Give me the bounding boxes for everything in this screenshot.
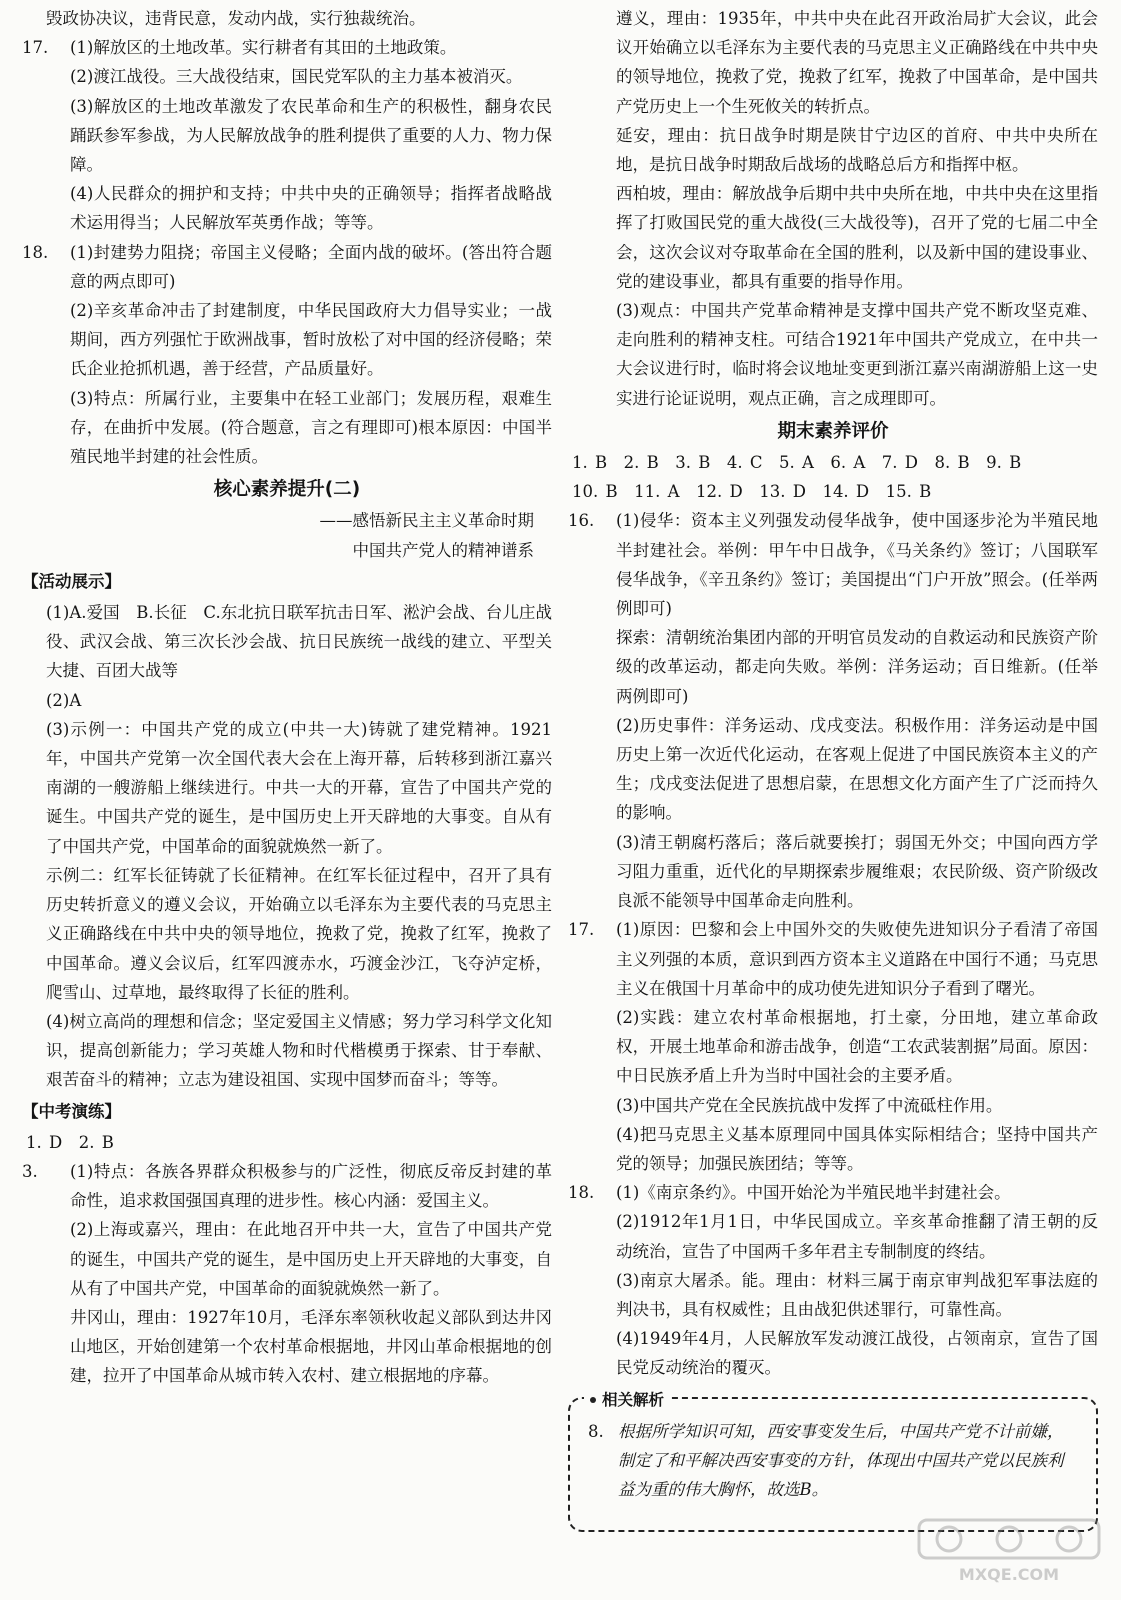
question-16 [568,506,1098,915]
watermark-logo [909,1516,1109,1586]
analysis-label-text: 相关解析 [602,1390,665,1409]
answer-line: (3)观点：中国共产党革命精神是支撑中国共产党不断攻坚克难、走向胜利的精神支柱。可结合1921年中国共产党成立，在中共一大会议进行时，临时将会议地址变更到浙江嘉兴南湖游船上这一史实进行论证说明，观点正确，言之成理即可。 [616,301,1098,408]
answer-line: (1)封建势力阻挠；帝国主义侵略；全面内战的破坏。(答出符合题意的两点即可) [70,242,552,291]
analysis-label [584,1386,670,1415]
question-number: 17. [568,920,595,940]
question-number: 18. [22,242,49,262]
answer-line: (3)中国共产党在全民族抗战中发挥了中流砥柱作用。 [616,1095,1003,1115]
answer-line: (3)南京大屠杀。能。理由：材料三属于南京审判战犯军事法庭的判决书，具有权威性；且由战犯供述罪行，可靠性高。 [616,1270,1098,1319]
answer-line: (1)侵华：资本主义列强发动侵华战争，使中国逐步沦为半殖民地半封建社会。举例：甲午中日战争，《马关条约》签订；八国联军侵华战争，《辛丑条约》签订；美国提出“门户开放”照会。(任举两例即可) [616,511,1098,619]
multiple-choice-answers: 1. D 2. B [26,1132,114,1152]
answer-line: (2)历史事件：洋务运动、戊戌变法。积极作用：洋务运动是中国历史上第一次近代化运动，在客观上促进了中国民族资本主义的产生；戊戌变法促进了思想启蒙，在思想文化方面产生了广泛而持久的影响。 [616,715,1098,823]
analysis-text [588,1417,1076,1504]
question-3 [22,1157,552,1391]
question-17-right [568,915,1098,1178]
section-subtitle: ——感悟新民主主义革命时期 [319,511,534,531]
final-section-title: 期末素养评价 [777,420,889,442]
answer-line: (4)把马克思主义基本原理同中国具体实际相结合；坚持中国共产党的领导；加强民族团结；等等。 [616,1124,1098,1173]
exam-label: 【中考演练】 [22,1101,121,1121]
answer-line: 遵义，理由：1935年，中共中央在此召开政治局扩大会议，此会议开始确立以毛泽东为主要代表的马克思主义正确路线在中共中央的领导地位，挽救了党，挽救了红军，挽救了中国革命，是中国共产党历史上一个生死攸关的转折点。 [616,9,1098,116]
answer-line: 井冈山，理由：1927年10月，毛泽东率领秋收起义部队到达井冈山地区，开始创建第一个农村革命根据地，井冈山革命根据地的创建，拉开了中国革命从城市转入农村、建立根据地的序幕。 [70,1307,552,1386]
activity-answer: (1)A.爱国 B.长征 C.东北抗日联军抗击日军、淞沪会战、台儿庄战役、武汉会战、第三次长沙会战、抗日民族统一战线的建立、平型关大捷、百团大战等 [46,603,552,681]
answer-line: (4)1949年4月，人民解放军发动渡江战役，占领南京，宣告了国民党反动统治的覆灭。 [616,1329,1098,1378]
analysis-number: 8. [588,1421,604,1441]
question-number: 18. [568,1183,595,1203]
section-title: 核心素养提升(二) [213,479,361,501]
answer-line: (2)实践：建立农村革命根据地，打土豪，分田地，建立革命政权，开展土地革命和游击战争，创造“工农武装割据”局面。原因：中日民族矛盾上升为当时中国社会的主要矛盾。 [616,1007,1098,1086]
continued-line: 毁政协决议，违背民意，发动内战，实行独裁统治。 [46,9,426,28]
activity-answer: (4)树立高尚的理想和信念；坚定爱国主义情感；努力学习科学文化知识，提高创新能力；学习英雄人物和时代楷模勇于探索、甘于奉献、艰苦奋斗的精神；立志为建设祖国、实现中国梦而奋斗；等等。 [46,1011,552,1090]
answer-line: (1)《南京条约》。中国开始沦为半殖民地半封建社会。 [616,1183,1011,1203]
watermark-text: MXQE.COM [958,1565,1060,1584]
left-column [22,4,552,1391]
answer-line: 探索：清朝统治集团内部的开明官员发动的自救运动和民族资产阶级的改革运动，都走向失败。举例：洋务运动；百日维新。(任举两例即可) [616,628,1098,706]
question-17-left [22,33,552,237]
activity-label: 【活动展示】 [22,571,121,591]
answer-line: (3)特点：所属行业，主要集中在轻工业部门；发展历程，艰难生存，在曲折中发展。(符合题意，言之有理即可)根本原因：中国半殖民地半封建的社会性质。 [70,388,552,467]
section-subtitle: 中国共产党人的精神谱系 [352,540,534,560]
answer-line: (2)辛亥革命冲击了封建制度，中华民国政府大力倡导实业；一战期间，西方列强忙于欧洲战事，暂时放松了对中国的经济侵略；荣氏企业抢抓机遇，善于经营，产品质量好。 [70,301,552,379]
answer-line: (1)特点：各族各界群众积极参与的广泛性，彻底反帝反封建的革命性，追求救国强国真理的进步性。核心内涵：爱国主义。 [70,1161,552,1211]
answer-line: 延安，理由：抗日战争时期是陕甘宁边区的首府、中共中央所在地，是抗日战争时期敌后战场的战略总后方和指挥中枢。 [616,125,1098,175]
answer-line: (3)清王朝腐朽落后；落后就要挨打；弱国无外交；中国向西方学习阻力重重，近代化的早期探索步履维艰；农民阶级、资产阶级改良派不能领导中国革命走向胜利。 [616,832,1098,911]
question-number: 17. [22,38,49,58]
question-18-left [22,238,552,472]
activity-answer: (3)示例一：中国共产党的成立(中共一大)铸就了建党精神。1921年，中国共产党第一次全国代表大会在上海开幕，后转移到浙江嘉兴南湖的一艘游船上继续进行。中共一大的开幕，宣告了中国共产党的诞生。中国共产党的诞生，是中国历史上开天辟地的大事变。自从有了中国共产党，中国革命的面貌就焕然一新了。 [46,719,552,856]
answer-line: 西柏坡，理由：解放战争后期中共中央所在地，中共中央在这里指挥了打败国民党的重大战役(三大战役等)，召开了党的七届二中全会，这次会议对夺取革命在全国的胜利，以及新中国的建设事业、党的建设事业，都具有重要的指导作用。 [616,184,1098,291]
answer-line: (2)上海或嘉兴，理由：在此地召开中共一大，宣告了中国共产党的诞生，中国共产党的诞生，是中国历史上开天辟地的大事变，自从有了中国共产党，中国革命的面貌就焕然一新了。 [70,1220,552,1298]
answer-line: (3)解放区的土地改革激发了农民革命和生产的积极性，翻身农民踊跃参军参战，为人民解放战争的胜利提供了重要的人力、物力保障。 [70,96,552,175]
question-number: 16. [568,511,595,531]
question-number: 3. [22,1161,38,1181]
question-18-right [568,1178,1098,1382]
answer-line: (1)解放区的土地改革。实行耕者有其田的土地政策。 [70,38,457,58]
activity-answer: 示例二：红军长征铸就了长征精神。在红军长征过程中，召开了具有历史转折意义的遵义会议，开始确立以毛泽东为主要代表的马克思主义正确路线在中共中央的领导地位，挽救了党，挽救了红军，挽救了中国革命。遵义会议后，红军四渡赤水，巧渡金沙江，飞夺泸定桥，爬雪山、过草地，最终取得了长征的胜利。 [46,865,552,1002]
activity-answer: (2)A [46,690,82,710]
watermark-icon [909,1516,1109,1586]
bullet-icon [590,1397,596,1403]
multiple-choice-answers-1: 1. B 2. B 3. B 4. C 5. A 6. A 7. D 8. B 9. B [572,453,1022,473]
answer-line: (2)1912年1月1日，中华民国成立。辛亥革命推翻了清王朝的反动统治，宣告了中国两千多年君主专制制度的终结。 [616,1212,1098,1261]
right-column [568,4,1098,1532]
analysis-box [568,1390,1098,1532]
answer-line: (2)渡江战役。三大战役结束，国民党军队的主力基本被消灭。 [70,67,523,87]
answer-line: (4)人民群众的拥护和支持；中共中央的正确领导；指挥者战略战术运用得当；人民解放军英勇作战；等等。 [70,184,552,233]
answer-line: (1)原因：巴黎和会上中国外交的失败使先进知识分子看清了帝国主义列强的本质，意识到西方资本主义道路在中国行不通；马克思主义在俄国十月革命中的成功使先进知识分子看到了曙光。 [616,920,1098,998]
multiple-choice-answers-2: 10. B 11. A 12. D 13. D 14. D 15. B [572,482,932,502]
analysis-body: 根据所学知识可知，西安事变发生后，中国共产党不计前嫌，制定了和平解决西安事变的方针，体现出中国共产党以民族利益为重的伟大胸怀，故选B。 [618,1421,1064,1499]
